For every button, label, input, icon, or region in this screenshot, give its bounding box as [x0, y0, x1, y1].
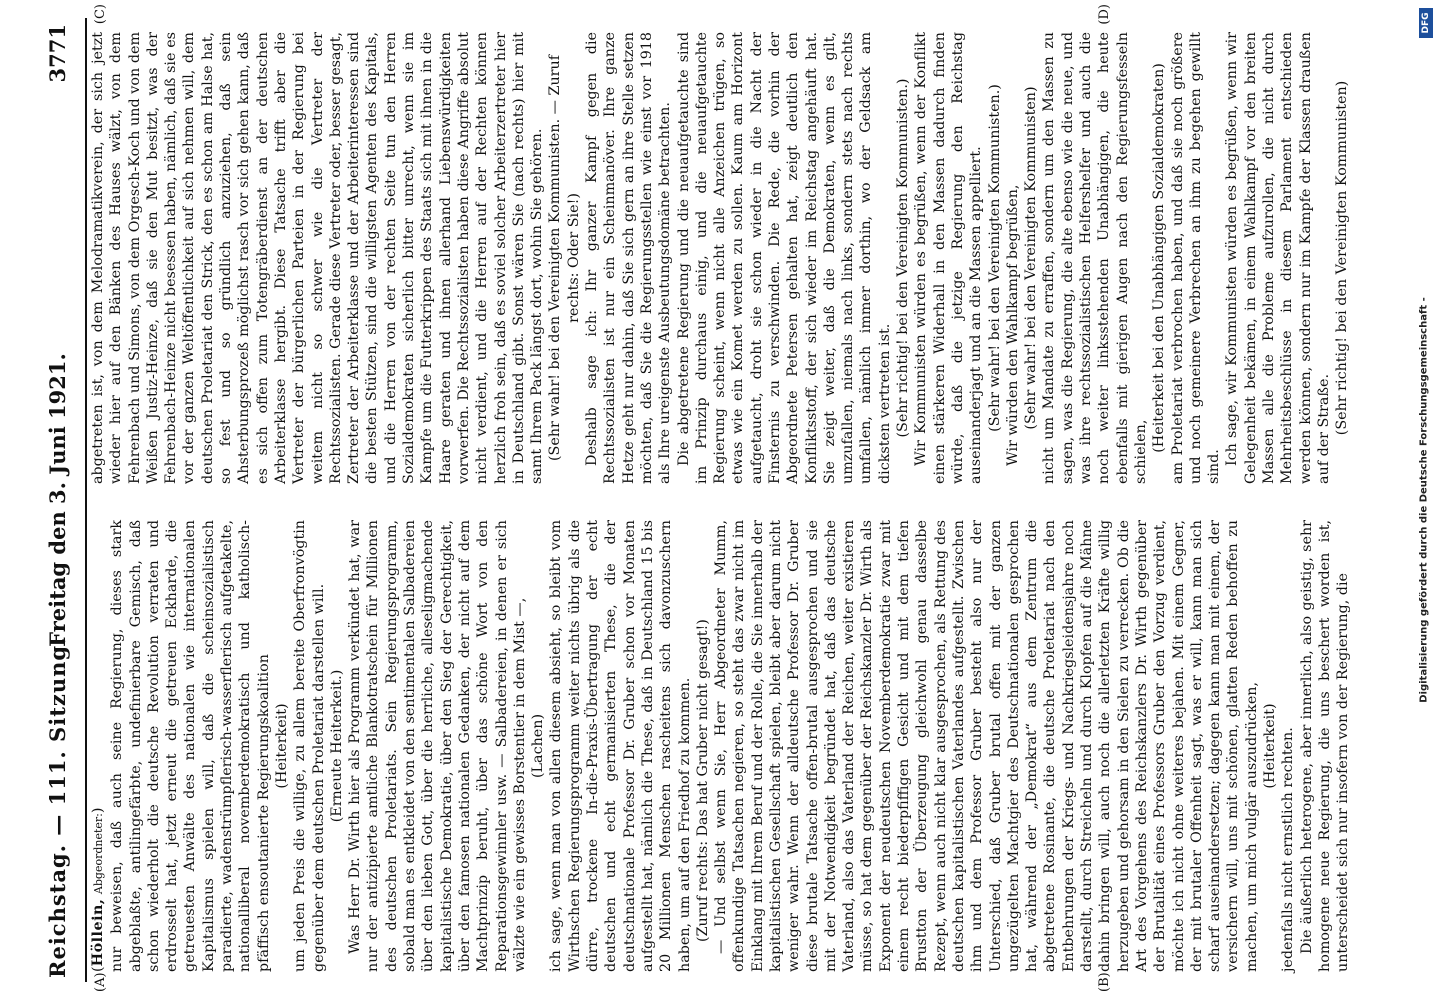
interjection: (Heiterkeit bei den Unabhängigen Sozialdemokraten) — [1151, 63, 1168, 453]
paragraph: abgetreten ist, von dem Melodramatikverein, der sich jetzt wieder hier auf den Bänken des Hauses wälzt, von dem Fehrenbach und Simons, von dem Orgesch-Koch und von dem Weißen Justiz-Heinze, daß sie den Mut besitzt, was der Fehrenbach-Heinze nicht besessen haben, nämlich, daß sie es vor der ganzen Weltöffentlichkeit auf sich nehmen will, dem deutschen Proletariat den Strick, den es schon am Halse hat, so fest und so gründlich anzuziehen, daß sein Ahsterbungsprozeß möglichst rasch vor sich gehen kann, daß es sich offen zum Totengräberdienst an der deutschen Arbeiterklasse hergibt. Diese Tatsache trifft aber die Vertreter der bürgerlichen Parteien in der Regierung bei weitem nicht so schwer wie die Vertreter der Rechtssozialisten. Gerade diese Vertreter oder, besser gesagt, Zertreter der Arbeiterklasse und der Arbeiterinteressen sind die besten Stützen, sind die willigsten Agenten des Kapitals, und die Herren von der rechten Seite tun den Herren Sozialdemokraten sicherlich bitter unrecht, wenn sie im Kampfe um die Futterkrippen des Staats sich mit ihnen in die Haare geraten und ihnen allerhand Liebenswürdigkeiten vorwerfen. Die Rechtssozialisten haben diese Angriffe absolut nicht verdient, und die Herren auf der Rechten können herzlich froh sein, daß es soviel solcher Arbeiterzertreter hier in Deutschland gibt. Sonst wären Sie (nach rechts) hier mit samt Ihrem Pack längst dort, wohin Sie gehören. — [90, 32, 546, 484]
interjection: (Heiterkeit) — [273, 703, 290, 789]
header-rule — [85, 18, 87, 982]
right-column — [89, 32, 1351, 484]
paragraph: nur beweisen, daß auch seine Regierung, dieses stark abgeblaßte, antilingefärbte, undefinierbare Gemisch, daß schon wiederholt die deutsche Revolution verraten und erdrosselt hat, jetzt erneut die getreuen Eckharde, die getreuesten Anwälte des nationalen wie internationalen Kapitalismus spielen will, daß die scheinsozialistisch paradierte, wadenstrümpflerisch-wasserflerisch aufgetakelte, nationalliberal novemberdemokratisch und katholisch-pfäffisch ensoutanierte Regierungskoalition — [109, 520, 272, 972]
dfg-logo — [1419, 8, 1433, 38]
margin-marker-c: (C) — [93, 4, 108, 25]
paragraph: ich sage, wenn man von allen diesem absieht, so bleibt vom Wirthschen Regierungsprogramm weiter nichts übrig als die dürre, trockene In-die-Praxis-Übertragung der echt deutschen und echt germanisierten These, die der deutschnationale Professor Dr. Gruber schon vor Monaten aufgestellt hat, nämlich die These, daß in Deutschland 15 bis 20 Millionen Menschen rascheitens sich davonzuschern haben, um auf den Friedhof zu kommen. — [548, 520, 693, 972]
margin-marker-b: (B) — [1097, 972, 1112, 992]
interjection: (Zuruf rechts: Das hat Gruber nicht gesagt!) — [694, 619, 711, 942]
interjection: (Heiterkeit) — [1262, 703, 1278, 789]
digitization-credit — [1414, 8, 1434, 992]
page-header — [35, 0, 85, 1000]
paragraph: — Und selbst wenn Sie, Herr Abgeordneter Mumm, offenkundige Tatsachen negieren, so steht das zwar nicht im Einklang mit Ihrem Beruf und der Rolle, die Sie innerhalb der kapitalistischen Gesellschaft spielen, bleibt aber darum nicht weniger wahr. Wenn der alldeutsche Professor Dr. Gruber diese brutale Tatsache offen-brutal ausgesprochen und sie mit der Notwendigkeit begründet hat, daß das deutsche Vaterland, also das Vaterland der Reichen, weiter existieren müsse, so hat dem gegenüber der Reichskanzler Dr. Wirth als Exponent der neudeutschen Novemberdemokratie zwar mit einem recht biederpfiffigen Gesicht und mit dem tiefen Brustton der Überzeugung gleichwohl genau dasselbe Rezept, wenn auch nicht klar ausgesprochen, als Rettung des deutschen kapitalistischen Vaterlandes aufgestellt. Zwischen ihm und dem Professor Gruber besteht also nur der Unterschied, daß Gruber brutal offen mit der ganzen ungezügelten Machtgier des Deutschnationalen gesprochen hat, während der „Demokrat“ aus dem Zentrum die abgetretene Rosinante, die deutsche Proletariat nach den Entbehrungen der Kriegs- und Nachkriegsleidensjahre noch darstellt, durch Streicheln und durch Klopfen auf die Mähne dahin bringen will, auch noch die allerletzten Kräfte willig herzugeben und gehorsam in den Sielen zu verrecken. Ob die Art des Vorgehens des Reichskanzlers Dr. Wirth gegenüber der Brutalität eines Professors Gruber den Vorzug verdient, möchte ich nicht ohne weiteres bejahen. Mit einem Gegner, der mit brutaler Offenheit sagt, was er will, kann man sich scharf auseinandersetzen; dagegen kann man mit einem, der versichern will, uns mit schönen, glatten Reden behoffen zu machen, um mich vulgär auszudrücken, — [713, 520, 1260, 972]
margin-marker-d: (D) — [1097, 4, 1112, 25]
paragraph: am Proletariat verbrochen haben, und daß sie noch größere und noch gemeinere Verbrechen an ihm zu begehen gewillt sind. — [1169, 32, 1223, 484]
header-page-number: 3771 — [45, 24, 70, 83]
interjection: (Sehr wahr! bei den Vereinigten Kommunisten) — [1023, 86, 1040, 430]
credit-text: Digitalisierung gefördert durch die Deutsche Forschungsgemeinschaft - — [1418, 297, 1430, 703]
interjection: (Lachen) — [530, 713, 547, 779]
paragraph: Deshalb sage ich: Ihr ganzer Kampf gegen die Rechtssozialisten ist nur ein Scheinmanöver. Ihre ganze Hetze geht nur dahin, daß Sie sich gern an ihre Stelle setzen möchten, daß Sie die Regierungsstellen wie einst vor 1918 als Ihre ureigenste Ausbeutungsdomäne betrachten. — [584, 32, 674, 484]
interjection: (Sehr wahr! bei den Vereinigten Kommunisten.) — [986, 84, 1003, 432]
paragraph: Die abgetretene Regierung und die neuaufgetauchte sind im Prinzip durchaus einig, und die neuaufgetauchte Regierung scheint, wenn nicht alle Anzeichen trügen, so etwas wie ein Komet werden zu sollen. Kaum am Horizont aufgetaucht, droht sie schon wieder in die Nacht der Finsternis zu verschwinden. Die Rede, die vorhin der Abgeordnete Petersen gehalten hat, zeigt deutlich den Konfliktsstoff, der sich wieder im Reichstag angehäuft hat. Sie zeigt weiter, daß die Demokraten, wenn es gilt, umzufallen, niemals nach links, sondern stets nach rechts umfallen, nämlich immer dorthin, wo der Geldsack am dicksten vertreten ist. — [675, 32, 893, 484]
speaker-name: Höllein, — [90, 898, 106, 967]
paragraph: nicht um Mandate zu erraffen, sondern um den Massen zu sagen, was die Regierung, die alte ebenso wie die neue, und was ihre rechtssozialistischen Helfershelfer und auch die noch weiter linksstehenden Unabhängigen, die heute ebenfalls mit gierigen Augen nach den Regierungsfesseln schielen, — [1041, 32, 1149, 484]
paragraph: Was Herr Dr. Wirth hier als Programm verkündet hat, war nur der antizipierte amtliche Blankotratschein für Millionen des deutschen Proletariats. Sein Regierungsprogramm, sobald man es entkleidet von den sentimentalen Salbadereien über den lieben Gott, über die herrliche, alleseligmachende kapitalistische Demokratie, über den Sieg der Gerechtigkeit, über den famosen nationalen Gedanken, der nicht auf dem Machtprinzip beruht, über das schöne Wort von den Reparationsgewinnler usw. — Salbadereien, in denen er sich wälzte wie ein gewisses Borstentier in dem Mist —, — [347, 520, 528, 972]
paragraph: um jeden Preis die willige, zu allem bereite Oberfronvögtin gegenüber dem deutschen Proletariat darstellen will. — [292, 520, 327, 972]
left-column — [89, 520, 1352, 972]
paragraph: Ich sage, wir Kommunisten würden es begrüßen, wenn wir Gelegenheit bekämen, in einem Wahlkampf vor den breiten Massen alle die Probleme aufzurollen, die nicht durch Mehrheitsbeschlüsse in diesem Parlament entschieden werden können, sondern nur im Kampfe der Klassen draußen auf der Straße. — [1224, 32, 1332, 484]
interjection: (Sehr wahr! bei den Vereinigten Kommunisten. — Zuruf rechts: Oder Sie!) — [547, 55, 582, 462]
interjection: (Erneute Heiterkeit.) — [328, 669, 345, 823]
paragraph: (Höllein, Abgeordneter:) — [90, 807, 106, 972]
paragraph: Wir Kommunisten würden es begrüßen, wenn der Konflikt einen stärkeren Widerhall in den Massen dadurch finden würde, daß die jetzige Regierung den Reichstag auseinanderjagt und an die Massen appelliert. — [913, 32, 985, 484]
paragraph: Wir würden den Wahlkampf begrüßen, — [1004, 184, 1021, 466]
header-session-title: Reichstag. — 111. Sitzung. — [45, 636, 70, 978]
header-date: Freitag den 3. Juni 1921. — [45, 353, 70, 647]
margin-marker-a: (A) — [93, 972, 108, 992]
document-page — [27, 0, 1407, 1000]
paragraph: Die äußerlich heterogene, aber innerlich, also geistig, sehr homogene neue Regierung, die uns beschert worden ist, unterscheidet sich nur insofern von der Regierung, die — [1298, 520, 1352, 972]
interjection: (Sehr richtig! bei den Vereinigten Kommunisten.) — [895, 78, 912, 438]
paragraph: jedenfalls nicht ernstlich rechten. — [1280, 727, 1297, 972]
dfg-label: DFG — [1421, 12, 1431, 34]
speaker-role: Abgeordneter: — [92, 813, 105, 895]
interjection: (Sehr richtig! bei den Vereinigten Kommunisten) — [1334, 80, 1351, 436]
